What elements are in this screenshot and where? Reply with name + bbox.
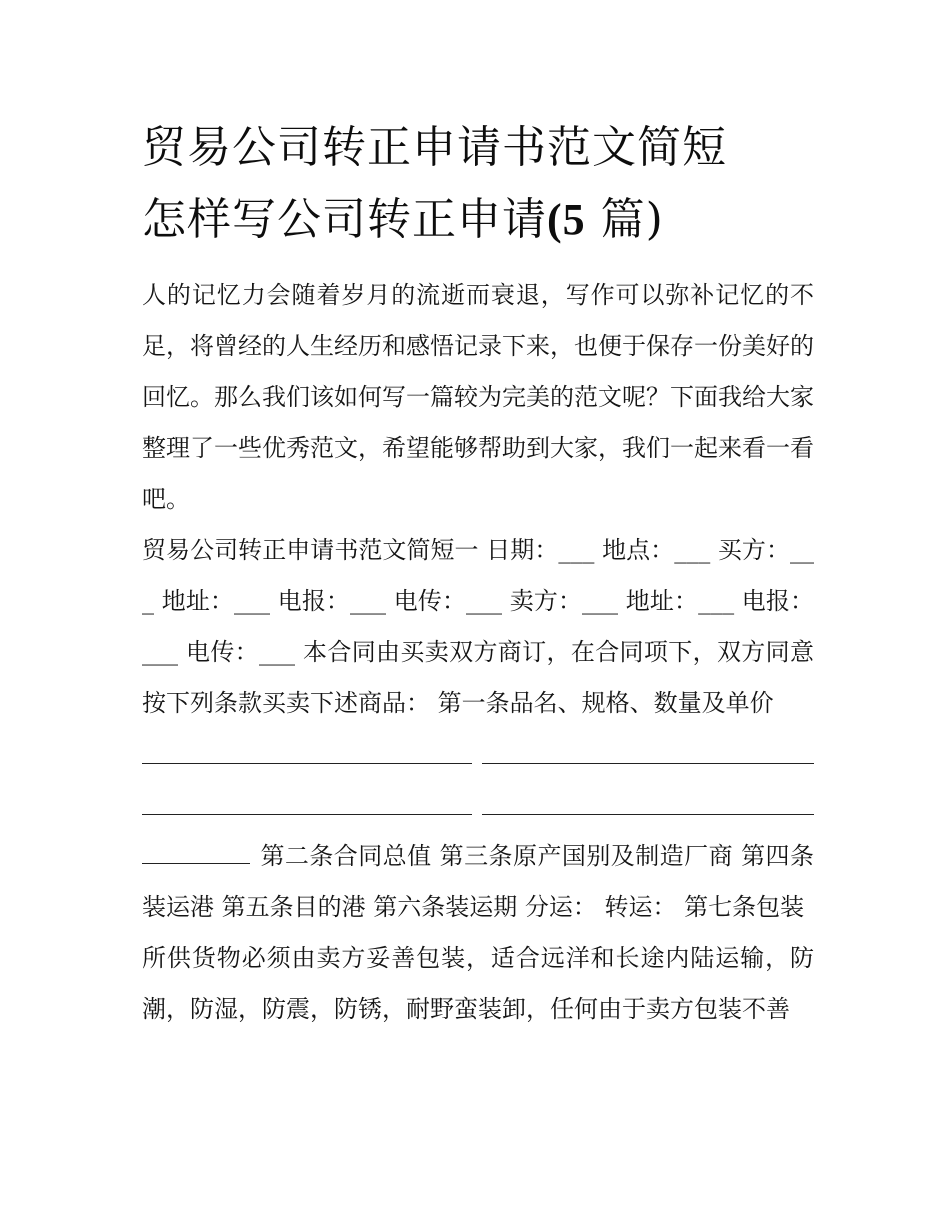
blank-line [142,763,472,764]
blank-line [482,763,814,764]
title-line-2-suffix: 篇) [600,194,664,245]
title-line-2 [142,184,814,256]
blank-line [482,814,814,815]
title-line-2-prefix: 怎样写公司转正申请 [142,194,547,245]
intro-paragraph: 人的记忆力会随着岁月的流逝而衰退，写作可以弥补记忆的不足，将曾经的人生经历和感悟记录下来，也便于保存一份美好的回忆。那么我们该如何写一篇较为完美的范文呢？下面我给大家整理了一些优秀范文，希望能够帮助到大家，我们一起来看一看吧。 [142,281,814,513]
contract-header-paragraph: 贸易公司转正申请书范文简短一 日期：___ 地点：___ 买方：___ 地址：___ 电报：___ 电传：___ 卖方：___ 地址：___ 电报：___ 电传：___ 本合同由买卖双方商订，在合同项下，双方同意按下列条款买卖下述商品： 第一条品名、规格、数量及单价 [142,536,814,717]
blank-line-short [142,862,250,864]
clauses-text: 第二条合同总值 第三条原产国别及制造厂商 第四条装运港 第五条目的港 第六条装运期 分运： 转运： 第七条包装 [142,842,814,921]
document-body [142,112,814,1035]
title-line-1: 贸易公司转正申请书范文简短 [142,122,727,173]
blank-line-row-2 [142,780,814,831]
document-title [142,112,814,256]
blank-line [142,814,472,815]
blank-line-row-1 [142,729,814,780]
clauses-paragraph [142,831,814,933]
title-count: (5 [547,195,586,244]
packing-paragraph: 所供货物必须由卖方妥善包装，适合远洋和长途内陆运输，防潮，防湿，防震，防锈，耐野蛮装卸，任何由于卖方包装不善 [142,944,814,1023]
